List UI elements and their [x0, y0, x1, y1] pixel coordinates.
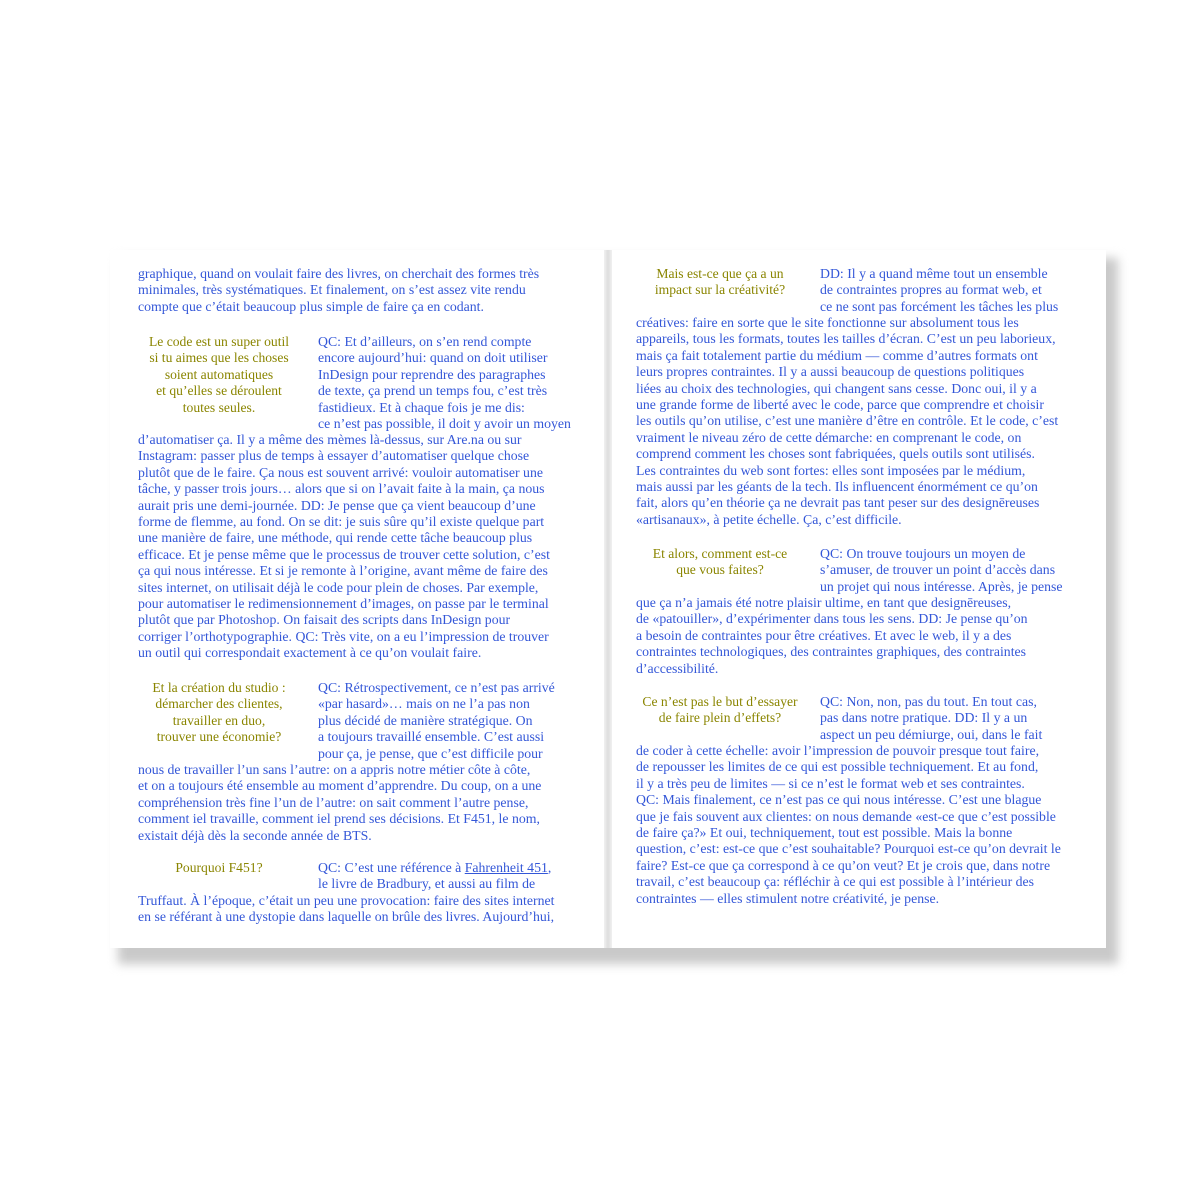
right-page	[610, 250, 1106, 948]
intro-paragraph: graphique, quand on voulait faire des livres, on cherchait des formes très minimales, très systématiques. Et finalement, on s’est assez vite rendu compte que c’était beaucoup plus simple de faire ça en codant.	[138, 266, 540, 314]
answer-paragraph: d’automatiser ça. Il y a même des mèmes là-dessus, sur Are.na ou sur Instagram: passer plus de temps à essayer d’automatiser quelque chose plutôt que de le faire. Ça nous est souvent arrivé: vouloir automatiser une tâche, y passer trois jours… alors que si on l’avait faite à la main, ça nous aurait pris une demi-journée. DD: Je pense que ça vient beaucoup d’une forme de flemme, au fond. On se dit: je suis sûre qu’il existe quelque part une manière de faire, une méthode, qui rende cette tâche beaucoup plus efficace. Et je pense même que le processus de trouver cette solution, c’est ça qui nous intéresse. Et si je remonte à l’origine, avant même de faire des sites internet, on utilisait déjà le code pour plein de choses. Par exemple, pour automatiser le redimensionnement d’images, on passe par le terminal plutôt que par Photoshop. On faisait des scripts dans InDesign pour corriger l’orthotypographie. QC: Très vite, on a eu l’impression de trouver un outil qui correspondait exactement à ce qu’on voulait faire.	[138, 432, 550, 661]
question-pull-quote: Et la création du studio : démarcher des clientes, travailler en duo, trouver une économie?	[152, 680, 286, 745]
answer-text: QC: C’est une référence à	[318, 860, 465, 875]
question-pull-quote: Mais est-ce que ça a un impact sur la créativité?	[654, 266, 786, 298]
answer-paragraph-lead: QC: Non, non, pas du tout. En tout cas, pas dans notre pratique. DD: Il y a un aspect un peu démiurge, oui, dans le fait	[820, 694, 1043, 742]
answer-paragraph-lead: QC: Et d’ailleurs, on s’en rend compte encore aujourd’hui: quand on doit utiliser InDesign pour reprendre des paragraphes de texte, ça prend un temps fou, c’est très fastidieux. Et à chaque fois je me dis: ce n’est pas possible, il doit y avoir un moyen	[318, 334, 571, 432]
answer-paragraph: de coder à cette échelle: avoir l’impression de pouvoir presque tout faire, de repousser les limites de ce qui est possible techniquement. Et au fond, il y a très peu de limites — si ce n’est le format web et ses contraintes. QC: Mais finalement, ce n’est pas ce qui nous intéresse. C’est une blague que je fais souvent aux clientes: on nous demande «est-ce que c’est possible de faire ça?» Et oui, techniquement, tout est possible. Mais la bonne question, c’est: est-ce que c’est souhaitable? Pourquoi est-ce qu’on devrait le faire? Est-ce que ça correspond à ce qu’on veut? Et je crois que, dans notre travail, c’est beaucoup ça: réfléchir à ce qui est possible à l’intérieur des contraintes — elles stimulent notre créativité, je pense.	[636, 743, 1061, 906]
answer-paragraph-lead: QC: On trouve toujours un moyen de s’amuser, de trouver un point d’accès dans un projet qui nous intéresse. Après, je pense	[820, 546, 1063, 594]
answer-paragraph-lead: QC: Rétrospectivement, ce n’est pas arrivé «par hasard»… mais on ne l’a pas non plus décidé de manière stratégique. On a toujours travaillé ensemble. C’est aussi pour ça, je pense, que c’est difficile pour	[318, 680, 555, 761]
question-pull-quote: Ce n’est pas le but d’essayer de faire plein d’effets?	[642, 694, 798, 726]
book-title-reference: Fahrenheit 451	[464, 860, 548, 875]
answer-paragraph: nous de travailler l’un sans l’autre: on a appris notre métier côte à côte, et on a toujours été ensemble au moment d’apprendre. Du coup, on a une compréhension très fine l’un de l’autre: on sait comment l’autre pense, comment iel travaille, comment iel prend ses décisions. Et F451, le nom, existait déjà dès la seconde année de BTS.	[138, 762, 542, 843]
answer-text: , le livre de Bradbury, et aussi au film de	[318, 860, 552, 892]
answer-paragraph-lead: DD: Il y a quand même tout un ensemble de contraintes propres au format web, et ce ne sont pas forcément les tâches les plus	[820, 266, 1059, 314]
book-gutter	[604, 250, 612, 948]
answer-paragraph: que ça n’a jamais été notre plaisir ultime, en tant que designēreuses, de «patouiller», d’expérimenter dans tous les sens. DD: Je pense qu’on a besoin de contraintes pour être créatives. Et avec le web, il y a des contraintes technologiques, des contraintes graphiques, des contraintes d’accessibilité.	[636, 595, 1028, 676]
answer-paragraph: créatives: faire en sorte que le site fonctionne sur absolument tous les appareils, tous les formats, toutes les tailles d’écran. C’est un peu laborieux, mais ça fait totalement partie du médium — comme d’autres formats ont leurs propres contraintes. Il y a aussi beaucoup de questions politiques liées au choix des technologies, qui changent sans cesse. Donc oui, il y a une grande forme de liberté avec le code, parce que comprendre et choisir les outils qu’on utilise, c’est une manière d’être en contrôle. Et le code, c’est vraiment le niveau zéro de cette démarche: en comprenant le code, on comprend comment les choses sont fabriquées, quels outils sont utilisés. Les contraintes du web sont fortes: elles sont imposées par le médium, mais aussi par les géants de la tech. Ils influencent énormément ce qu’on fait, alors qu’en théorie ça ne devrait pas tant peser sur des designēreuses «artisanaux», à petite échelle. Ça, c’est difficile.	[636, 315, 1059, 527]
answer-paragraph-lead	[318, 860, 602, 893]
left-page	[110, 250, 606, 948]
answer-paragraph: Truffaut. À l’époque, c’était un peu une provocation: faire des sites internet en se référant à une dystopie dans laquelle on brûle des livres. Aujourd’hui,	[138, 893, 555, 925]
question-pull-quote: Pourquoi F451?	[175, 860, 263, 875]
question-pull-quote: Et alors, comment est-ce que vous faites?	[652, 546, 788, 578]
question-pull-quote: Le code est un super outil si tu aimes que les choses soient automatiques et qu’elles se déroulent toutes seules.	[148, 334, 290, 415]
